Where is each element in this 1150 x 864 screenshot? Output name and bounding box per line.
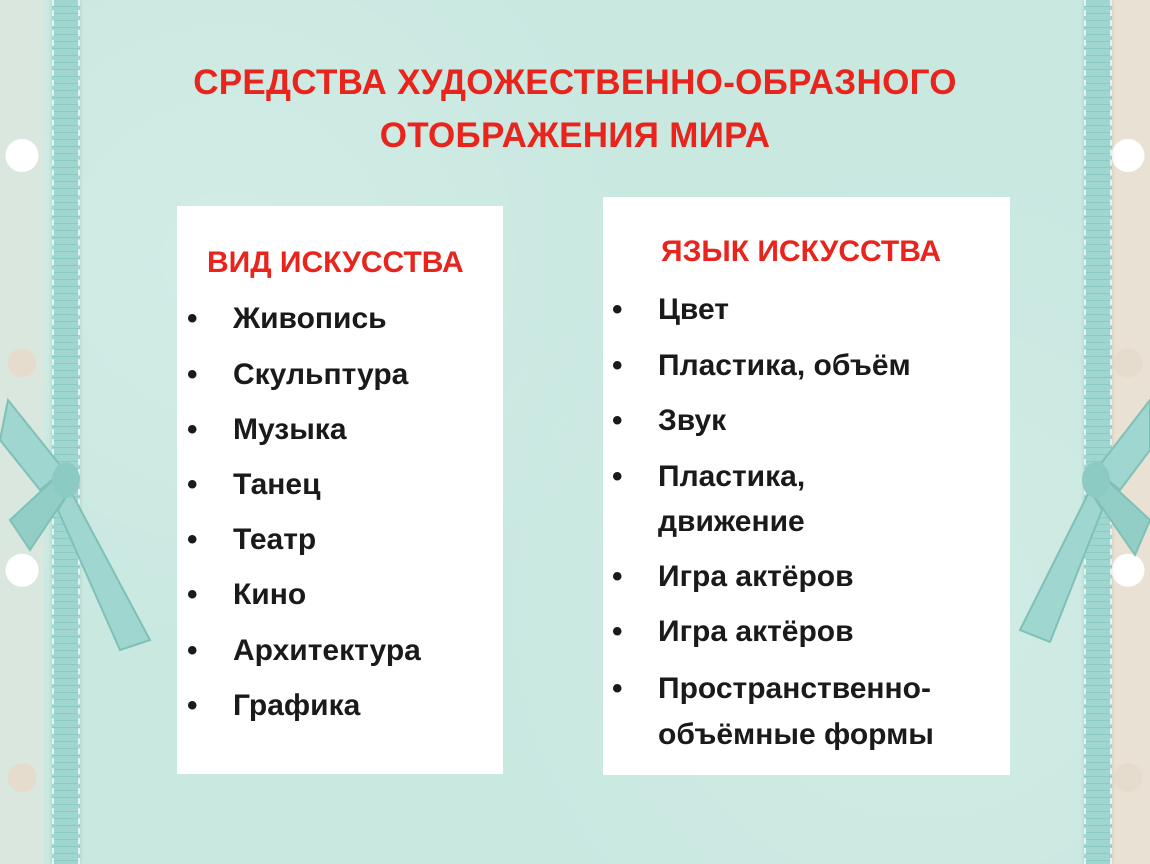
- bullet: •: [612, 615, 623, 648]
- bullet: •: [612, 672, 623, 705]
- list-item-text: Живопись: [233, 302, 387, 335]
- list-item: [187, 352, 409, 398]
- slide-title-line-1: СРЕДСТВА ХУДОЖЕСТВЕННО-ОБРАЗНОГО: [193, 63, 957, 102]
- bullet: •: [612, 349, 623, 382]
- list-item-text: Архитектура: [233, 634, 421, 667]
- slide-title-line-2: ОТОБРАЖЕНИЯ МИРА: [379, 116, 771, 155]
- left-ribbon-bow: [0, 380, 170, 680]
- list-item: [612, 343, 911, 389]
- bullet: •: [612, 460, 623, 493]
- list-item-text: Пластика, объём: [658, 349, 911, 382]
- art-language-panel: [603, 197, 1010, 775]
- list-item: [612, 554, 854, 600]
- bullet: •: [187, 634, 198, 667]
- list-item: [612, 287, 729, 333]
- bullet: •: [612, 560, 623, 593]
- bullet: •: [187, 468, 198, 501]
- list-item: [187, 462, 321, 508]
- art-language-heading: ЯЗЫК ИСКУССТВА: [661, 235, 942, 268]
- list-item-text: Игра актёров: [658, 615, 854, 648]
- bullet: •: [187, 578, 198, 611]
- list-item: [612, 609, 854, 655]
- list-item-text: Цвет: [658, 293, 729, 326]
- list-item-text: Музыка: [233, 413, 347, 446]
- list-item-text: Кино: [233, 578, 307, 611]
- bullet: •: [187, 413, 198, 446]
- list-item: [187, 683, 361, 729]
- list-item: [612, 454, 806, 500]
- list-item-text: Театр: [233, 523, 317, 556]
- list-item-text: Танец: [233, 468, 321, 501]
- list-item-text: Пространственно-: [658, 672, 931, 705]
- list-item: [187, 296, 387, 342]
- right-ribbon-bow: [1010, 380, 1150, 680]
- bullet: •: [187, 523, 198, 556]
- list-item: [187, 407, 347, 453]
- list-item: [187, 572, 307, 618]
- slide-title: [120, 56, 1030, 162]
- art-types-panel: [177, 206, 503, 774]
- list-item: [187, 517, 317, 563]
- list-item-continuation: объёмные формы: [658, 718, 934, 751]
- list-item-text: Игра актёров: [658, 560, 854, 593]
- bullet: •: [187, 302, 198, 335]
- list-item-text: Скульптура: [233, 358, 409, 391]
- bullet: •: [612, 404, 623, 437]
- list-item-text: Пластика,: [658, 460, 806, 493]
- bullet: •: [612, 293, 623, 326]
- list-item-continuation: движение: [658, 505, 805, 538]
- art-types-heading: ВИД ИСКУССТВА: [207, 246, 464, 279]
- list-item: [187, 628, 421, 674]
- list-item-text: Графика: [233, 689, 361, 722]
- bullet: •: [187, 358, 198, 391]
- bullet: •: [187, 689, 198, 722]
- list-item-text: Звук: [658, 404, 727, 437]
- list-item: [612, 666, 931, 712]
- list-item: [612, 398, 727, 444]
